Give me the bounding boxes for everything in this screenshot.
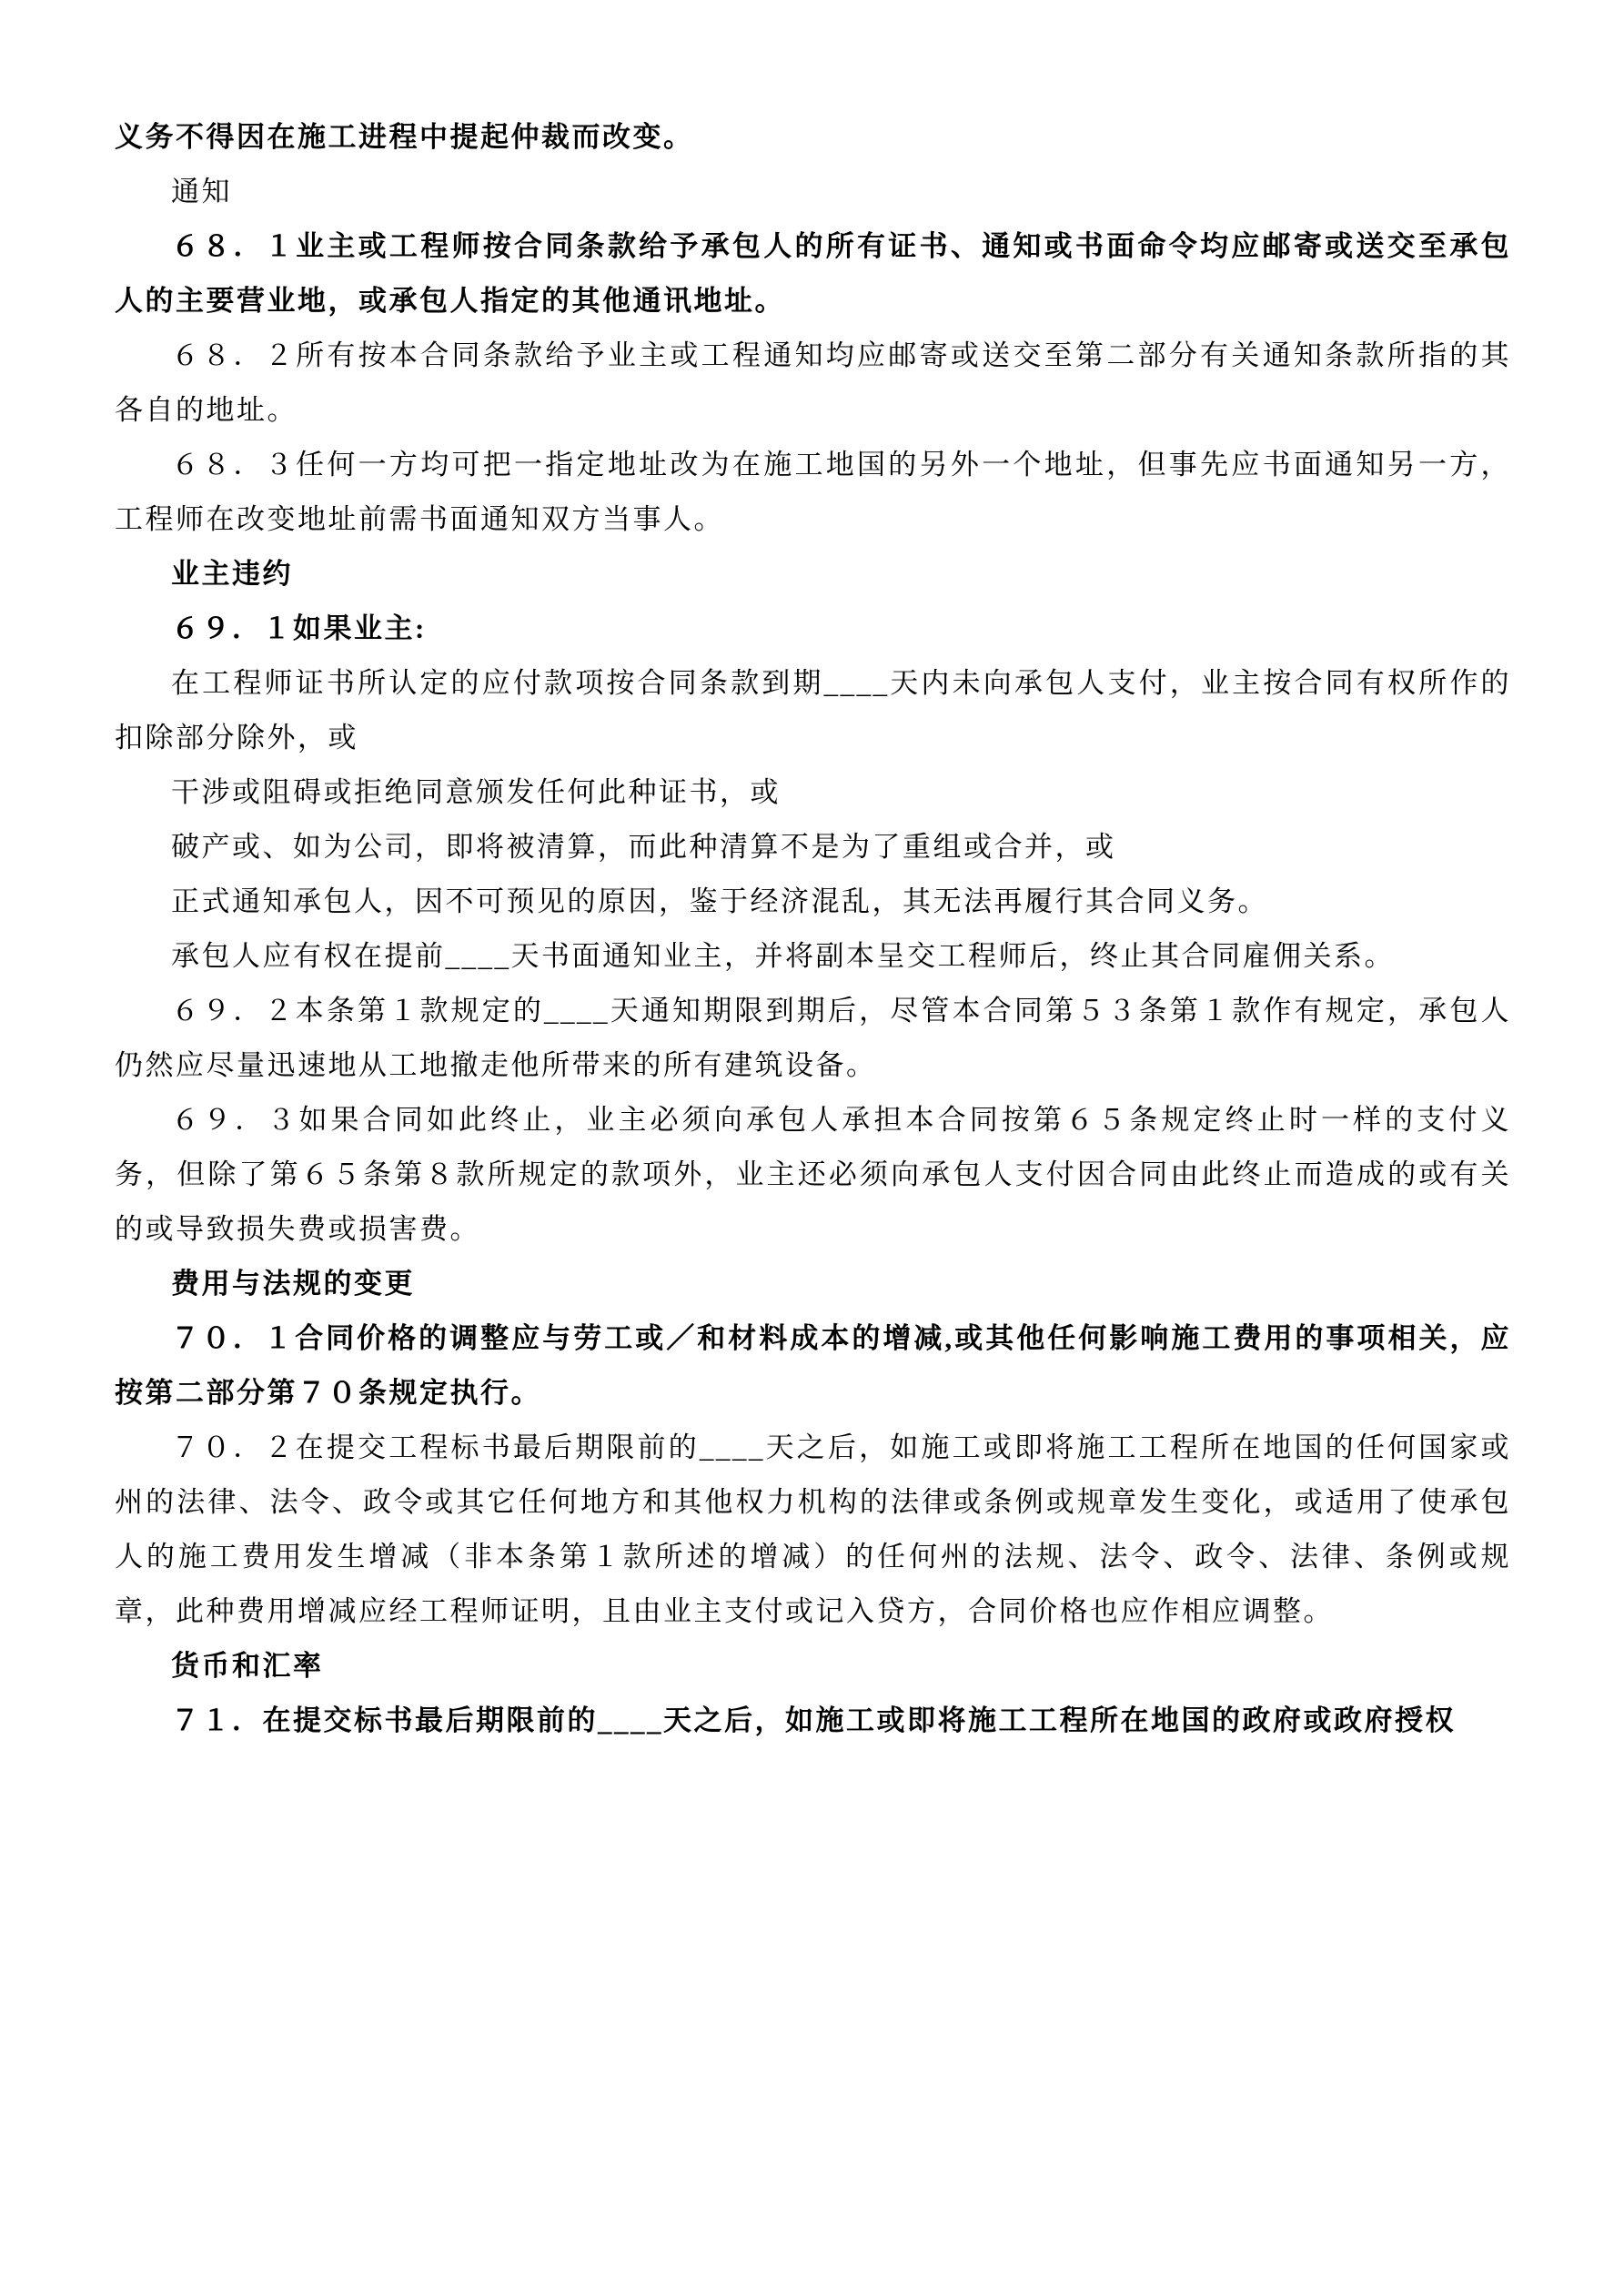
clause-68-3: ６８．３任何一方均可把一指定地址改为在施工地国的另外一个地址，但事先应书面通知另一方，工程师在改变地址前需书面通知双方当事人。	[115, 449, 1511, 535]
clause-69-2: ６９．２本条第１款规定的____天通知期限到期后，尽管本合同第５３条第１款作有规定，承包人仍然应尽量迅速地从工地撤走他所带来的所有建筑设备。	[115, 995, 1511, 1081]
clause-69-3: ６９．３如果合同如此终止，业主必须向承包人承担本合同按第６５条规定终止时一样的支付义务，但除了第６５条第８款所规定的款项外，业主还必须向承包人支付因合同由此终止而造成的或有关的或导致损失费或损害费。	[115, 1104, 1511, 1245]
clause-69-1: ６９．１如果业主:	[171, 612, 427, 644]
clause-71: ７１．在提交标书最后期限前的____天之后，如施工或即将施工工程所在地国的政府或政府授权	[171, 1704, 1456, 1736]
clause-68-1: ６８．１业主或工程师按合同条款给予承包人的所有证书、通知或书面命令均应邮寄或送交至承包人的主要营业地，或承包人指定的其他通讯地址。	[115, 230, 1511, 317]
paragraph-arbitration-continuation: 义务不得因在施工进程中提起仲裁而改变。	[115, 121, 694, 153]
clause-70-2: ７０．２在提交工程标书最后期限前的____天之后，如施工或即将施工工程所在地国的任何国家或州的法律、法令、政令或其它任何地方和其他权力机构的法律或条例或规章发生变化，或适用了使承包人的施工费用发生增减（非本条第１款所述的增减）的任何州的法规、法令、政令、法律、条例或规章，此种费用增减应经工程师证明，且由业主支付或记入贷方，合同价格也应作相应调整。	[115, 1431, 1511, 1627]
heading-notice: 通知	[171, 176, 232, 207]
clause-69-1-item-d: 正式通知承包人，因不可预见的原因，鉴于经济混乱，其无法再履行其合同义务。	[171, 885, 1268, 917]
heading-cost-legislation-changes: 费用与法规的变更	[171, 1268, 415, 1300]
clause-69-1-item-c: 破产或、如为公司，即将被清算，而此种清算不是为了重组或合并，或	[171, 831, 1116, 863]
clause-69-1-item-a: 在工程师证书所认定的应付款项按合同条款到期____天内未向承包人支付，业主按合同有权所作的扣除部分除外，或	[115, 667, 1511, 754]
clause-69-1-item-b: 干涉或阻碍或拒绝同意颁发任何此种证书，或	[171, 776, 781, 808]
heading-currency-exchange-rates: 货币和汇率	[171, 1650, 324, 1682]
clause-70-1: ７０．１合同价格的调整应与劳工或／和材料成本的增减,或其他任何影响施工费用的事项相关，应按第二部分第７０条规定执行。	[115, 1322, 1511, 1409]
clause-68-2: ６８．２所有按本合同条款给予业主或工程通知均应邮寄或送交至第二部分有关通知条款所指的其各自的地址。	[115, 339, 1511, 426]
heading-employer-default: 业主违约	[171, 558, 293, 590]
clause-69-1-termination: 承包人应有权在提前____天书面通知业主，并将副本呈交工程师后，终止其合同雇佣关系。	[171, 940, 1395, 972]
